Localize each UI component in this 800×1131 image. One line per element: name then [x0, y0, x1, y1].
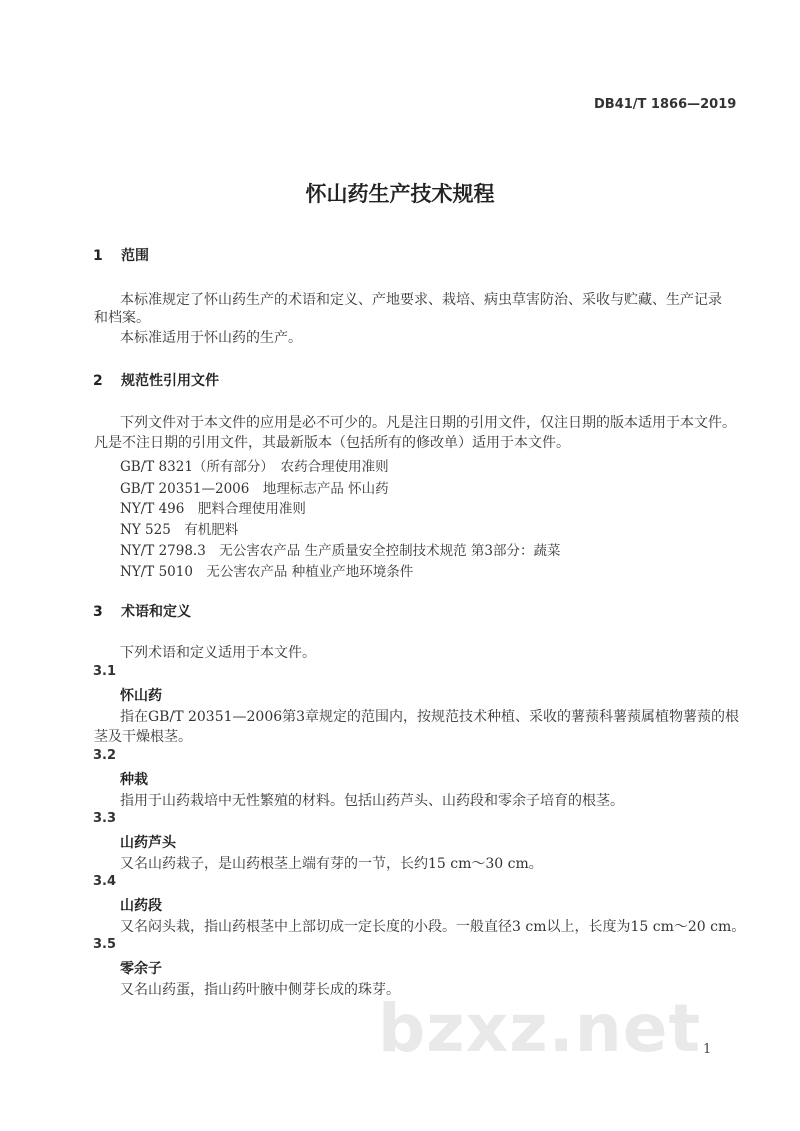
scope-applicability: 本标准适用于怀山药的生产。: [120, 330, 302, 346]
terms-intro: 下列术语和定义适用于本文件。: [120, 645, 316, 661]
section-number: 3: [93, 604, 103, 620]
term-definition-line: 指在GB/T 20351—2006第3章规定的范围内，按规范技术种植、采收的薯蓣科薯蓣属植物薯蓣的根: [120, 709, 740, 725]
section-heading-scope: [93, 245, 149, 265]
section-title: 范围: [121, 248, 149, 264]
term-definition-line: 又名闷头栽，指山药根茎中上部切成一定长度的小段。一般直径3 cm以上，长度为15 cm～20 cm。: [120, 919, 746, 935]
reference-item: NY/T 496 肥料合理使用准则: [120, 501, 306, 517]
page-number: 1: [703, 1042, 712, 1057]
term-name: 种栽: [120, 772, 148, 788]
section-number: 1: [93, 248, 103, 264]
term-name: 零余子: [120, 961, 162, 977]
term-number: 3.5: [93, 937, 117, 952]
term-name: 山药芦头: [120, 835, 176, 851]
term-number: 3.4: [93, 874, 117, 889]
references-intro-line: 凡是不注日期的引用文件，其最新版本（包括所有的修改单）适用于本文件。: [94, 435, 570, 451]
scope-paragraph-line: 和档案。: [94, 310, 150, 326]
document-title: 怀山药生产技术规程: [305, 182, 495, 206]
term-name: 山药段: [120, 898, 162, 914]
section-heading-terms: [93, 601, 191, 621]
section-number: 2: [93, 373, 103, 389]
term-definition-line: 又名山药蛋，指山药叶腋中侧芽长成的珠芽。: [120, 982, 400, 998]
reference-item: NY/T 5010 无公害农产品 种植业产地环境条件: [120, 564, 414, 580]
term-number: 3.1: [93, 664, 117, 679]
section-title: 术语和定义: [121, 604, 191, 620]
reference-item: GB/T 8321（所有部分） 农药合理使用准则: [120, 459, 389, 475]
term-definition-line: 茎及干燥根茎。: [94, 729, 192, 745]
term-number: 3.2: [93, 748, 117, 763]
reference-item: NY 525 有机肥料: [120, 522, 239, 538]
term-name: 怀山药: [120, 688, 162, 704]
reference-item: GB/T 20351—2006 地理标志产品 怀山药: [120, 481, 389, 497]
section-title: 规范性引用文件: [121, 373, 219, 389]
reference-item: NY/T 2798.3 无公害农产品 生产质量安全控制技术规范 第3部分：蔬菜: [120, 543, 561, 559]
term-number: 3.3: [93, 811, 117, 826]
scope-paragraph-line: 本标准规定了怀山药生产的术语和定义、产地要求、栽培、病虫草害防治、采收与贮藏、生产记录: [120, 292, 722, 308]
term-definition-line: 指用于山药栽培中无性繁殖的材料。包括山药芦头、山药段和零余子培育的根茎。: [120, 793, 624, 809]
section-heading-normative-references: [93, 370, 219, 390]
references-intro-line: 下列文件对于本文件的应用是必不可少的。凡是注日期的引用文件，仅注日期的版本适用于本文件。: [120, 415, 736, 431]
watermark: bzxz.net: [378, 990, 702, 1067]
term-definition-line: 又名山药栽子，是山药根茎上端有芽的一节，长约15 cm～30 cm。: [120, 856, 543, 872]
document-code: DB41/T 1866—2019: [594, 97, 737, 112]
